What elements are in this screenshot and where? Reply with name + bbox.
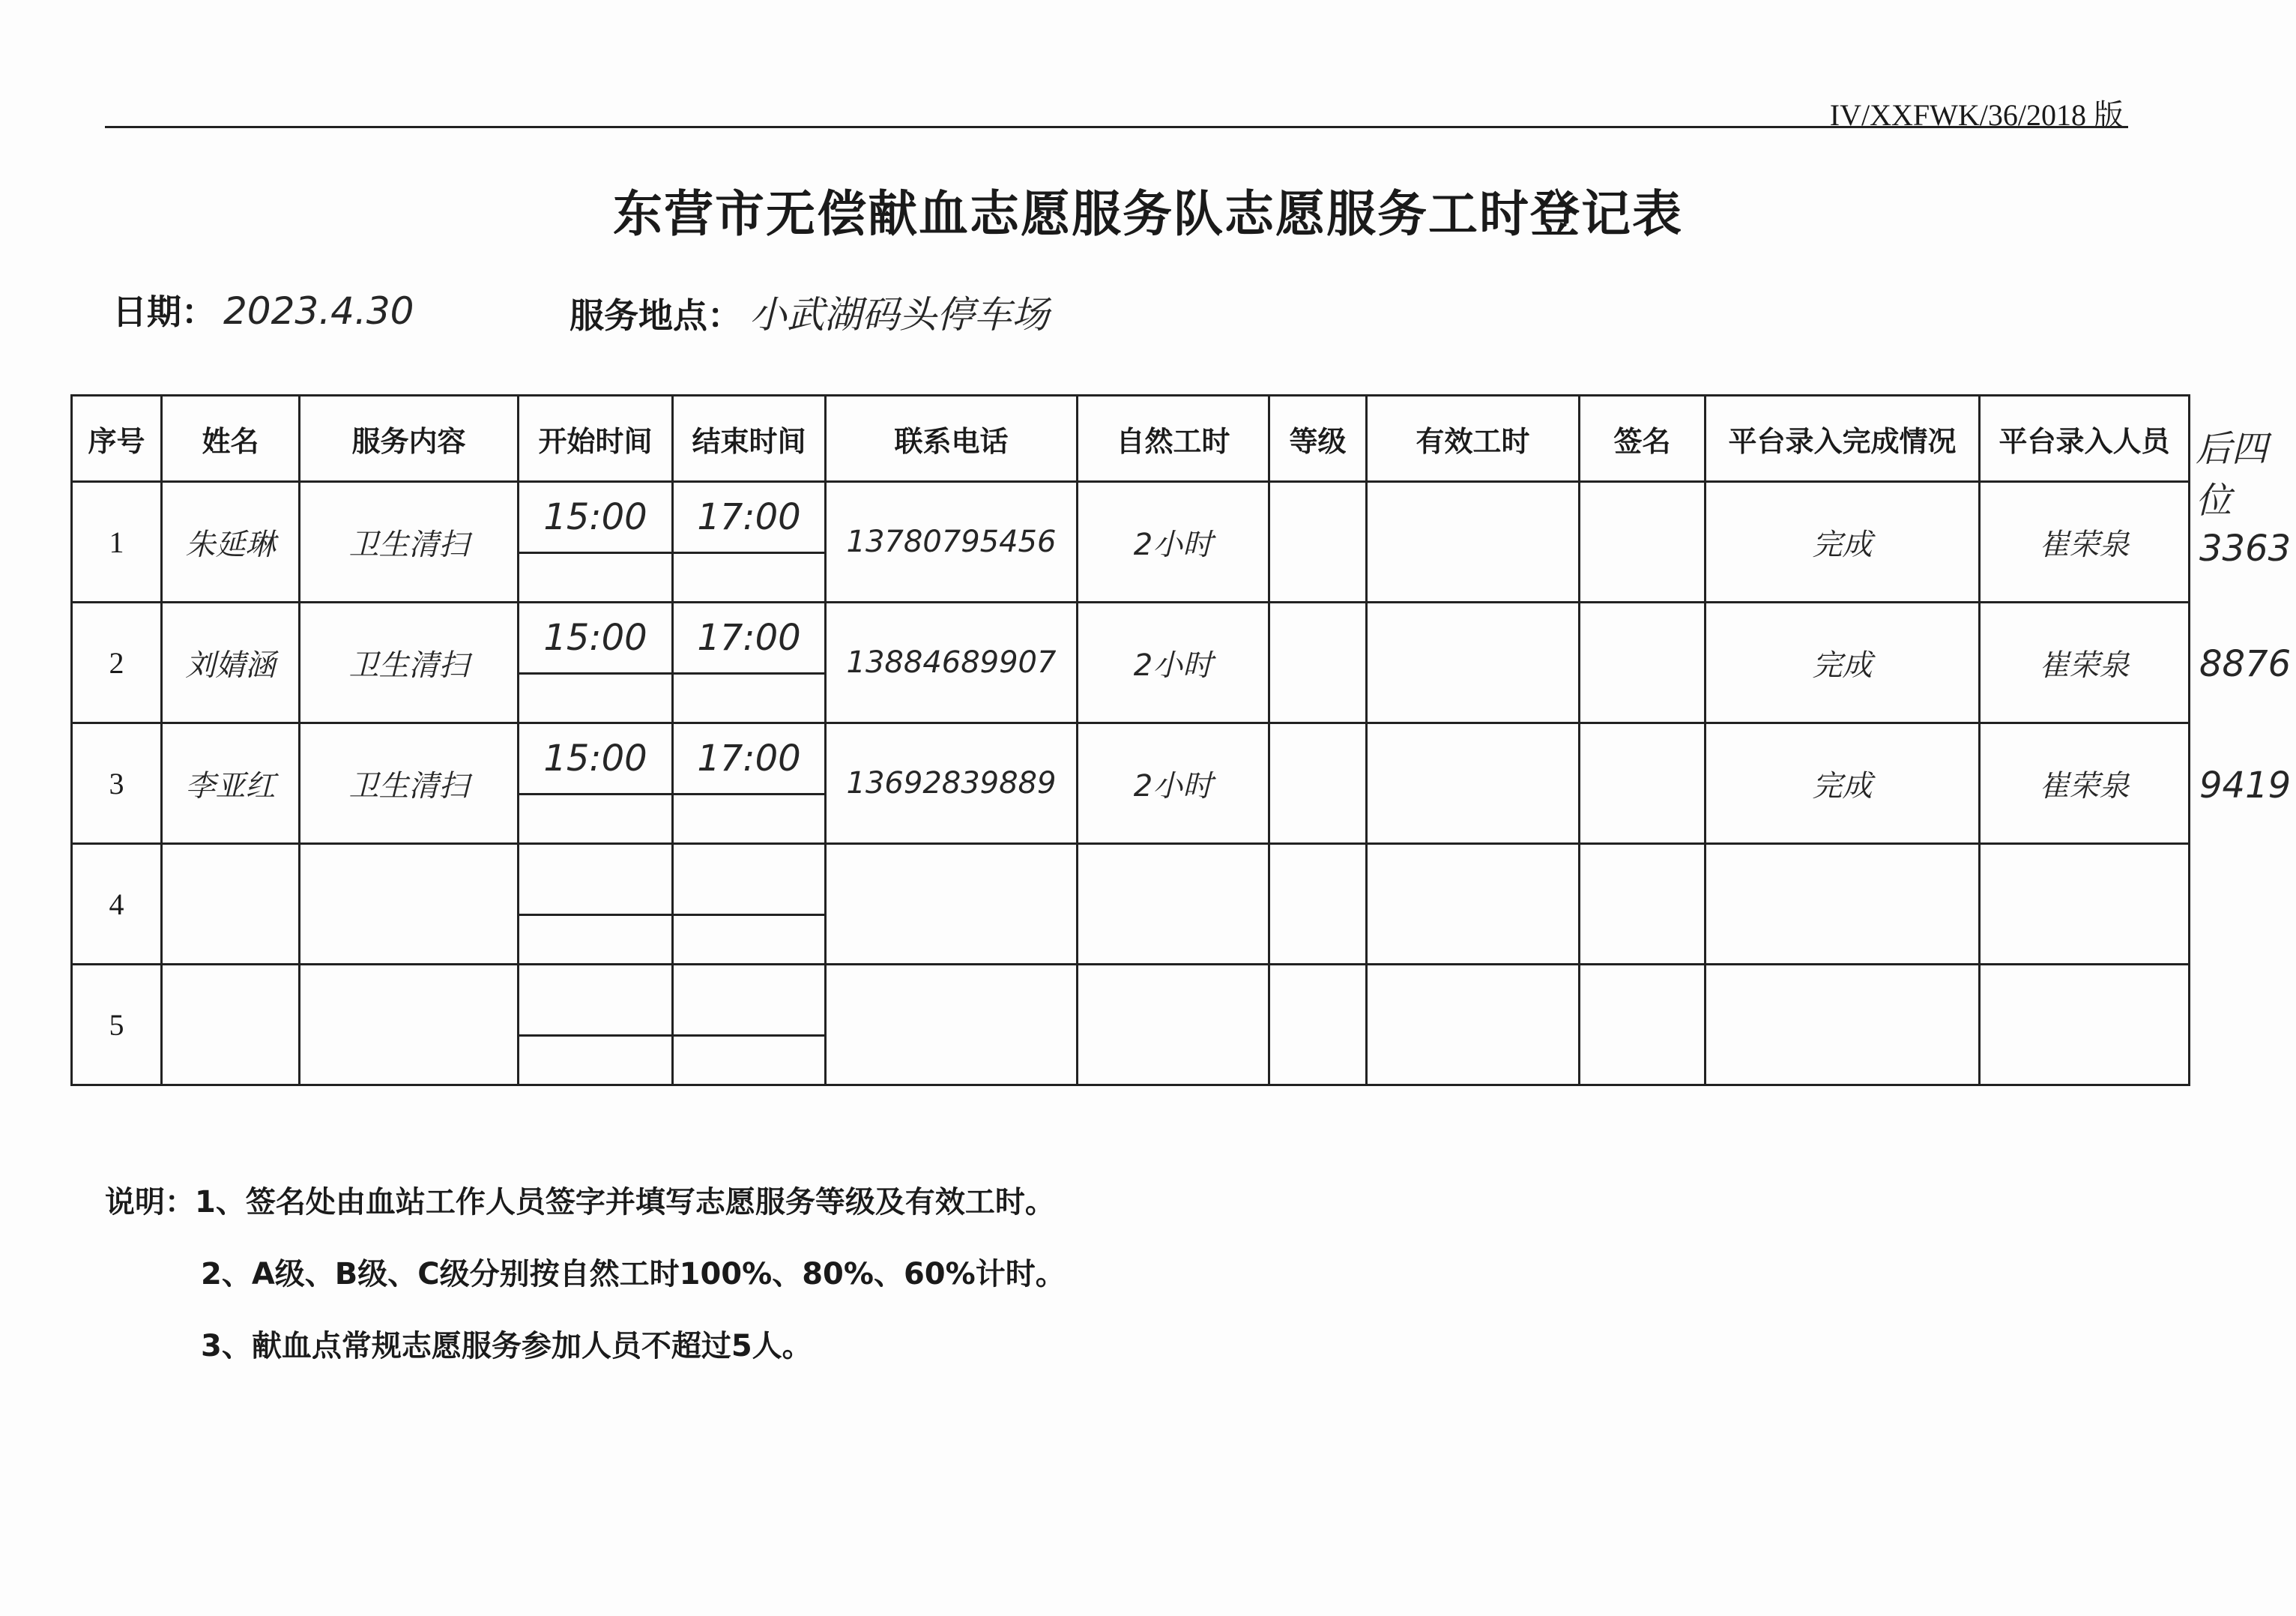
- service-content: [300, 965, 519, 1085]
- column-header: 开始时间: [519, 396, 673, 482]
- grade-cell: [1269, 482, 1367, 603]
- end-time: [674, 965, 824, 1037]
- service-content: [300, 844, 519, 965]
- location-value: 小武湖码头停车场: [749, 293, 1049, 337]
- effective-hours-cell: [1367, 482, 1580, 603]
- end-time: 17:00: [674, 603, 824, 675]
- column-header: 联系电话: [826, 396, 1078, 482]
- signature-cell: [1580, 482, 1706, 603]
- platform-person: [1980, 965, 2190, 1085]
- natural-hours: 2小时: [1078, 723, 1269, 844]
- extra-column-header: 后四位: [2196, 428, 2268, 522]
- phone-number: 13692839889: [826, 723, 1078, 844]
- end-time: [674, 845, 824, 916]
- effective-hours-cell: [1367, 723, 1580, 844]
- extra-digits: 9419: [2199, 765, 2292, 807]
- column-header: 有效工时: [1367, 396, 1580, 482]
- column-header: 平台录入完成情况: [1706, 396, 1980, 482]
- start-time-cell: [519, 603, 673, 723]
- natural-hours: [1078, 844, 1269, 965]
- header-rule: [105, 126, 2128, 128]
- end-time: 17:00: [674, 724, 824, 795]
- column-header: 结束时间: [673, 396, 826, 482]
- date-value: 2023.4.30: [223, 289, 414, 333]
- column-header: 自然工时: [1078, 396, 1269, 482]
- location-label: 服务地点：: [570, 295, 742, 336]
- form-title: 东营市无偿献血志愿服务队志愿服务工时登记表: [613, 184, 1683, 243]
- location-field: [570, 285, 1049, 339]
- phone-number: [826, 844, 1078, 965]
- end-time-cell: [673, 844, 826, 965]
- grade-cell: [1269, 965, 1367, 1085]
- end-time-cell: [673, 482, 826, 603]
- service-content: 卫生清扫: [300, 482, 519, 603]
- row-number: 5: [72, 965, 162, 1085]
- note-line: 3、献血点常规志愿服务参加人员不超过5人。: [201, 1329, 812, 1363]
- start-time-cell: [519, 844, 673, 965]
- end-time: 17:00: [674, 483, 824, 554]
- natural-hours: 2小时: [1078, 482, 1269, 603]
- start-time: [519, 845, 671, 916]
- platform-status: 完成: [1706, 723, 1980, 844]
- extra-digits: 8876: [2199, 643, 2292, 685]
- table-row: [72, 482, 2190, 603]
- platform-status: [1706, 965, 1980, 1085]
- platform-person: [1980, 844, 2190, 965]
- effective-hours-cell: [1367, 603, 1580, 723]
- column-header: 服务内容: [300, 396, 519, 482]
- row-number: 4: [72, 844, 162, 965]
- date-label: 日期：: [112, 292, 216, 332]
- volunteer-name: 刘婧涵: [162, 603, 300, 723]
- column-header: 姓名: [162, 396, 300, 482]
- start-time-cell: [519, 723, 673, 844]
- service-content: 卫生清扫: [300, 723, 519, 844]
- column-header: 平台录入人员: [1980, 396, 2190, 482]
- row-number: 1: [72, 482, 162, 603]
- phone-number: 13780795456: [826, 482, 1078, 603]
- grade-cell: [1269, 603, 1367, 723]
- end-time-cell: [673, 723, 826, 844]
- effective-hours-cell: [1367, 844, 1580, 965]
- platform-status: [1706, 844, 1980, 965]
- volunteer-name: [162, 965, 300, 1085]
- note-line: 2、A级、B级、C级分别按自然工时100%、80%、60%计时。: [201, 1257, 1066, 1291]
- column-header: 等级: [1269, 396, 1367, 482]
- signature-cell: [1580, 603, 1706, 723]
- table-row: [72, 844, 2190, 965]
- document-code: IV/XXFWK/36/2018 版: [1829, 98, 2124, 132]
- table-row: [72, 603, 2190, 723]
- platform-status: 完成: [1706, 603, 1980, 723]
- effective-hours-cell: [1367, 965, 1580, 1085]
- start-time-cell: [519, 482, 673, 603]
- grade-cell: [1269, 844, 1367, 965]
- date-field: [112, 285, 414, 334]
- phone-number: [826, 965, 1078, 1085]
- start-time: 15:00: [519, 724, 671, 795]
- volunteer-name: 李亚红: [162, 723, 300, 844]
- row-number: 2: [72, 603, 162, 723]
- platform-person: 崔荣泉: [1980, 603, 2190, 723]
- column-header: 序号: [72, 396, 162, 482]
- platform-person: 崔荣泉: [1980, 723, 2190, 844]
- table-header-row: [72, 396, 2190, 482]
- signature-cell: [1580, 723, 1706, 844]
- platform-person: 崔荣泉: [1980, 482, 2190, 603]
- table-row: [72, 723, 2190, 844]
- start-time-cell: [519, 965, 673, 1085]
- volunteer-name: [162, 844, 300, 965]
- start-time: 15:00: [519, 483, 671, 554]
- extra-digits: 3363: [2199, 528, 2292, 570]
- row-number: 3: [72, 723, 162, 844]
- grade-cell: [1269, 723, 1367, 844]
- service-content: 卫生清扫: [300, 603, 519, 723]
- registration-table: [70, 394, 2190, 1086]
- volunteer-name: 朱延琳: [162, 482, 300, 603]
- signature-cell: [1580, 965, 1706, 1085]
- note-line: 说明：1、签名处由血站工作人员签字并填写志愿服务等级及有效工时。: [105, 1185, 1055, 1219]
- platform-status: 完成: [1706, 482, 1980, 603]
- column-header: 签名: [1580, 396, 1706, 482]
- table-row: [72, 965, 2190, 1085]
- natural-hours: 2小时: [1078, 603, 1269, 723]
- signature-cell: [1580, 844, 1706, 965]
- start-time: 15:00: [519, 603, 671, 675]
- phone-number: 13884689907: [826, 603, 1078, 723]
- end-time-cell: [673, 965, 826, 1085]
- natural-hours: [1078, 965, 1269, 1085]
- end-time-cell: [673, 603, 826, 723]
- notes-section: [105, 1166, 1066, 1382]
- start-time: [519, 965, 671, 1037]
